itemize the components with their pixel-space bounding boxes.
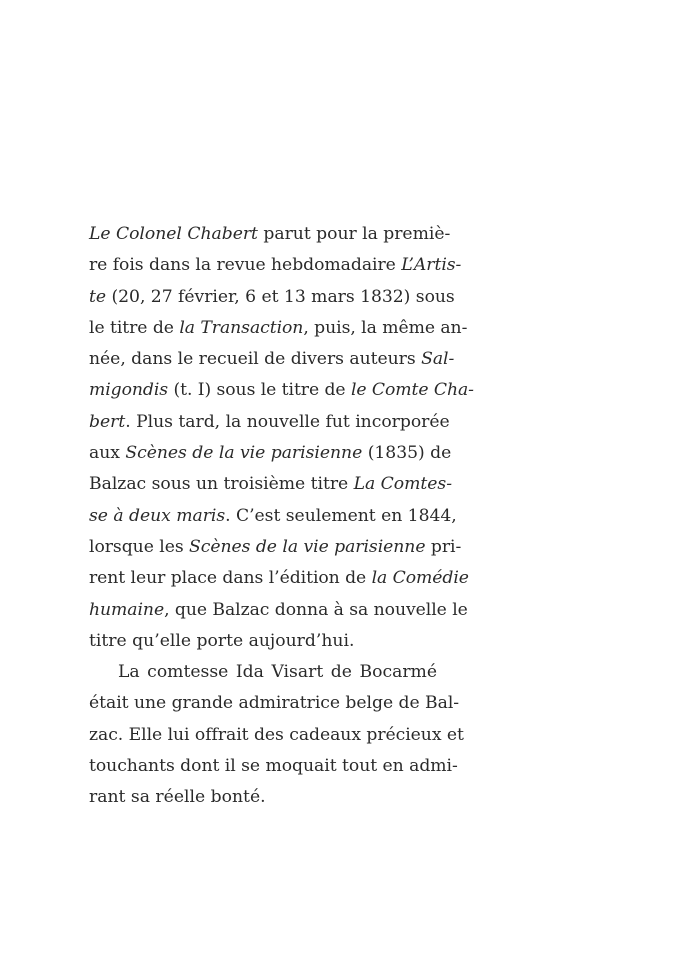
- text-run: (1835) de: [362, 443, 452, 464]
- text-line: [89, 438, 452, 469]
- text-run: (20, 27 février, 6 et 13 mars 1832) sous: [106, 286, 455, 307]
- text-line: [89, 626, 437, 657]
- text-line: [89, 344, 455, 375]
- italic-text-run: Le Colonel Chabert: [89, 224, 258, 244]
- text-run: était une grande admiratrice belge de Bal-: [89, 693, 460, 714]
- italic-text-run: la Comédie: [371, 568, 469, 589]
- text-line: [89, 219, 451, 250]
- italic-text-run: Scènes de la vie parisienne: [125, 443, 363, 464]
- text-line: [89, 532, 462, 563]
- text-line: [89, 720, 464, 751]
- text-run: . Plus tard, la nouvelle fut incorporée: [125, 411, 450, 432]
- text-line: [89, 688, 460, 719]
- text-run: le titre de: [89, 317, 180, 338]
- text-run: rent leur place dans l’édition de: [89, 568, 372, 589]
- text-run: zac. Elle lui offrait des cadeaux précieux et: [89, 724, 464, 745]
- italic-text-run: La Comtes-: [353, 474, 452, 495]
- text-line: [89, 282, 455, 313]
- text-line: [89, 501, 457, 532]
- body-text: [89, 219, 474, 814]
- text-line: [89, 407, 450, 438]
- text-run: aux: [89, 443, 126, 464]
- text-line: [89, 595, 468, 626]
- text-run: lorsque les: [89, 536, 190, 557]
- text-line: [89, 375, 474, 406]
- text-line: [89, 657, 437, 688]
- text-run: touchants dont il se moquait tout en admi-: [89, 756, 458, 777]
- text-line: [89, 563, 469, 594]
- italic-text-run: migondis: [89, 380, 169, 401]
- text-run: Balzac sous un troisième titre: [89, 474, 354, 495]
- text-line: [89, 751, 458, 782]
- text-line: [89, 250, 462, 281]
- text-line: [89, 469, 452, 500]
- text-run: rant sa réelle bonté.: [89, 787, 266, 808]
- text-run: re fois dans la revue hebdomadaire: [89, 255, 402, 276]
- italic-text-run: L’Artis-: [401, 255, 462, 276]
- italic-text-run: Scènes de la vie parisienne: [189, 536, 426, 557]
- italic-text-run: se à deux maris: [89, 505, 226, 526]
- text-run: , que Balzac donna à sa nouvelle le: [164, 599, 468, 620]
- italic-text-run: le Comte Cha-: [350, 380, 474, 401]
- italic-text-run: te: [89, 286, 107, 307]
- text-run: . C’est seulement en 1844,: [225, 505, 457, 526]
- text-line: [89, 782, 437, 813]
- text-line: [89, 313, 468, 344]
- text-run: pri-: [425, 536, 462, 557]
- text-run: La comtesse Ida Visart de Bocarmé: [118, 662, 437, 683]
- text-run: née, dans le recueil de divers auteurs: [89, 349, 422, 370]
- italic-text-run: Sal-: [421, 349, 455, 370]
- italic-text-run: humaine: [89, 599, 165, 620]
- text-run: , puis, la même an-: [303, 317, 468, 338]
- italic-text-run: la Transaction: [179, 317, 304, 338]
- text-run: parut pour la premiè-: [257, 224, 451, 244]
- italic-text-run: bert: [89, 411, 126, 432]
- text-run: titre qu’elle porte aujourd’hui.: [89, 630, 355, 651]
- text-run: (t. I) sous le titre de: [168, 380, 351, 401]
